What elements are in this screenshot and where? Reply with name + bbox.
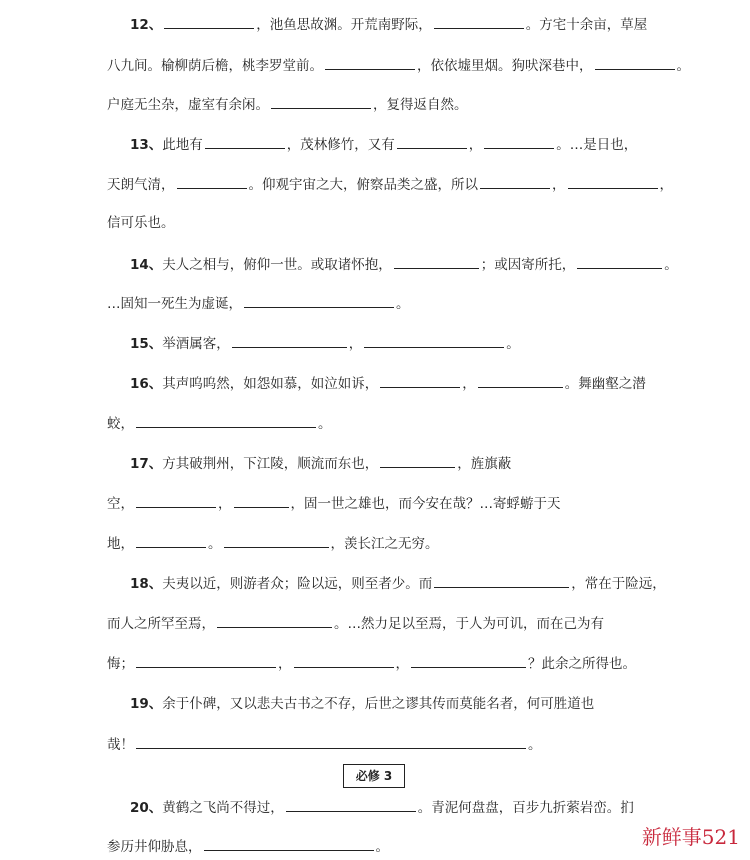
answer-blank[interactable] (205, 134, 285, 149)
answer-blank[interactable] (234, 493, 289, 508)
question-number: 20、 (130, 800, 163, 816)
question-number: 15、 (130, 336, 163, 352)
answer-blank[interactable] (224, 533, 329, 548)
question-number: 17、 (130, 456, 163, 472)
text-line (107, 94, 468, 115)
text-segment: ， (552, 177, 566, 193)
text-line (130, 14, 647, 35)
text-line (107, 653, 636, 674)
text-segment: 空， (107, 496, 134, 512)
text-segment: 。 (208, 536, 222, 552)
text-segment: 户庭无尘杂，虚室有余闲。 (107, 97, 269, 113)
question-number: 14、 (130, 257, 163, 273)
text-line (107, 413, 332, 434)
text-segment: 方其破荆州，下江陵，顺流而东也， (162, 456, 379, 472)
text-segment: 悔； (107, 656, 134, 672)
answer-blank[interactable] (577, 254, 662, 269)
text-segment: 天朗气清， (107, 177, 175, 193)
answer-blank[interactable] (595, 55, 675, 70)
text-segment: 夫人之相与，俯仰一世。或取诸怀抱， (162, 257, 392, 273)
text-segment: 八九间。榆柳荫后檐，桃李罗堂前。 (107, 58, 323, 74)
text-line (107, 213, 175, 233)
text-segment: ，固一世之雄也，而今安在哉？…寄蜉蝣于天 (290, 496, 561, 512)
text-segment: 。…是日也， (556, 137, 638, 153)
answer-blank[interactable] (204, 836, 374, 851)
answer-blank[interactable] (568, 174, 658, 189)
text-line (107, 836, 389, 857)
text-segment: ， (468, 137, 483, 153)
text-segment: 其声呜呜然，如怨如慕，如泣如诉， (162, 376, 379, 392)
text-segment: ， (395, 656, 409, 672)
answer-blank[interactable] (434, 573, 569, 588)
section-label: 必修 3 (343, 764, 405, 788)
answer-blank[interactable] (380, 373, 460, 388)
text-segment: 夫夷以近，则游者众；险以远，则至者少。而 (162, 576, 433, 592)
text-line (130, 254, 678, 275)
text-line (107, 533, 439, 554)
question-number: 13、 (130, 137, 163, 153)
answer-blank[interactable] (136, 533, 206, 548)
answer-blank[interactable] (164, 14, 254, 29)
text-segment: ， (278, 656, 292, 672)
answer-blank[interactable] (294, 653, 394, 668)
text-segment: ， (659, 177, 673, 193)
text-segment: 此地有 (162, 137, 203, 153)
text-segment: 。仰观宇宙之大，俯察品类之盛，所以 (248, 177, 478, 193)
text-segment: 参历井仰胁息， (107, 839, 202, 855)
text-line (130, 573, 666, 594)
watermark: 新鲜事521 (641, 825, 740, 849)
text-segment: ， (348, 336, 363, 352)
text-segment: 信可乐也。 (107, 215, 175, 231)
text-segment: 黄鹤之飞尚不得过， (162, 800, 284, 816)
answer-blank[interactable] (177, 174, 247, 189)
answer-blank[interactable] (380, 453, 455, 468)
answer-blank[interactable] (478, 373, 563, 388)
text-segment: ，依依墟里烟。狗吠深巷中， (417, 58, 593, 74)
text-segment: 。 (396, 296, 410, 312)
text-segment: ，复得返自然。 (373, 97, 468, 113)
text-line (107, 293, 410, 314)
question-number: 12、 (130, 17, 163, 33)
answer-blank[interactable] (136, 653, 276, 668)
answer-blank[interactable] (484, 134, 554, 149)
answer-blank[interactable] (397, 134, 467, 149)
answer-blank[interactable] (136, 493, 216, 508)
answer-blank[interactable] (480, 174, 550, 189)
text-segment: 。 (375, 839, 389, 855)
text-segment: ，池鱼思故渊。开荒南野际， (256, 17, 432, 33)
text-segment: 。 (318, 416, 332, 432)
answer-blank[interactable] (217, 613, 332, 628)
text-line (107, 174, 673, 195)
question-number: 19、 (130, 696, 163, 712)
answer-blank[interactable] (232, 333, 347, 348)
text-segment: 。 (676, 58, 690, 74)
text-segment: 蛟， (107, 416, 134, 432)
answer-blank[interactable] (136, 734, 526, 749)
answer-blank[interactable] (325, 55, 415, 70)
text-line (130, 134, 637, 155)
text-segment: 。方宅十余亩，草屋 (525, 17, 648, 33)
text-line (107, 493, 561, 514)
text-segment: 。舞幽壑之潜 (564, 376, 646, 392)
text-segment: 哉！ (107, 737, 134, 753)
answer-blank[interactable] (286, 797, 416, 812)
answer-blank[interactable] (364, 333, 504, 348)
text-segment: 而人之所罕至焉， (107, 616, 215, 632)
text-segment: ，茂林修竹，又有 (286, 137, 395, 153)
text-segment: 。…然力足以至焉，于人为可讥，而在己为有 (334, 616, 604, 632)
answer-blank[interactable] (136, 413, 316, 428)
question-number: 18、 (130, 576, 163, 592)
text-segment: ，羡长江之无穷。 (330, 536, 439, 552)
text-segment: 。 (506, 336, 520, 352)
text-segment: 。 (664, 257, 678, 273)
text-line (130, 333, 520, 354)
text-segment: 地， (107, 536, 134, 552)
text-segment: 举酒属客， (162, 336, 230, 352)
text-line (130, 694, 594, 714)
text-line (107, 55, 690, 76)
text-segment: 。 (528, 737, 542, 753)
text-segment: ， (218, 496, 232, 512)
text-line (130, 453, 511, 474)
answer-blank[interactable] (394, 254, 479, 269)
text-line (107, 734, 542, 755)
text-segment: ？此余之所得也。 (528, 656, 636, 672)
text-line (130, 373, 646, 394)
text-line (130, 797, 634, 818)
text-segment: ，旌旗蔽 (457, 456, 512, 472)
text-segment: 余于仆碑，又以悲夫古书之不存，后世之谬其传而莫能名者，何可胜道也 (162, 696, 595, 712)
text-segment: ， (462, 376, 476, 392)
text-line (107, 613, 604, 634)
text-segment: 。青泥何盘盘，百步九折萦岩峦。扪 (417, 800, 634, 816)
answer-blank[interactable] (411, 653, 526, 668)
answer-blank[interactable] (271, 94, 371, 109)
question-number: 16、 (130, 376, 163, 392)
answer-blank[interactable] (434, 14, 524, 29)
text-segment: ；或因寄所托， (480, 257, 576, 273)
answer-blank[interactable] (244, 293, 394, 308)
text-segment: …固知一死生为虚诞， (107, 296, 242, 312)
text-segment: ，常在于险远， (571, 576, 666, 592)
